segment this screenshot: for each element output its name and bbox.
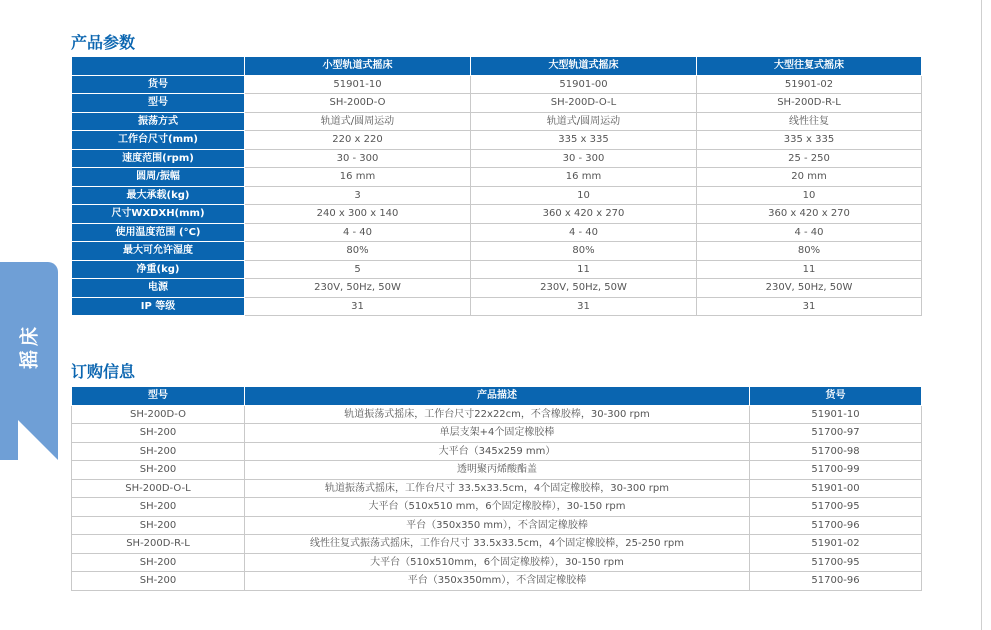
- order-model-cell: SH-200: [72, 498, 245, 517]
- order-header-row: [72, 387, 922, 406]
- order-description-cell: 大平台（510x510mm，6个固定橡胶棒），30-150 rpm: [245, 553, 750, 572]
- spec-cell: 4 - 40: [471, 223, 697, 242]
- order-catalog-number-cell: 51700-98: [750, 442, 922, 461]
- order-row: [72, 461, 922, 480]
- spec-cell: 轨道式/圆周运动: [245, 112, 471, 131]
- spec-row: [72, 242, 922, 261]
- spec-cell: 31: [471, 297, 697, 316]
- spec-cell: 轨道式/圆周运动: [471, 112, 697, 131]
- spec-header-cell: 小型轨道式摇床: [245, 57, 471, 76]
- spec-row: [72, 297, 922, 316]
- spec-cell: 51901-10: [245, 75, 471, 94]
- spec-cell: 30 - 300: [245, 149, 471, 168]
- spec-cell: 3: [245, 186, 471, 205]
- spec-cell: 线性往复: [697, 112, 922, 131]
- order-description-cell: 透明聚丙烯酸酯盖: [245, 461, 750, 480]
- order-catalog-number-cell: 51700-95: [750, 498, 922, 517]
- order-catalog-number-cell: 51901-10: [750, 405, 922, 424]
- spec-row-label: 圆周/振幅: [72, 168, 245, 187]
- spec-cell: 230V, 50Hz, 50W: [471, 279, 697, 298]
- spec-cell: SH-200D-O-L: [471, 94, 697, 113]
- spec-section-title: 产品参数: [71, 33, 136, 52]
- spec-row: [72, 112, 922, 131]
- order-catalog-number-cell: 51901-00: [750, 479, 922, 498]
- spec-header-row: [72, 57, 922, 76]
- order-description-cell: 大平台（510x510 mm，6个固定橡胶棒），30-150 rpm: [245, 498, 750, 517]
- order-header-cell: 货号: [750, 387, 922, 406]
- spec-table-body: [72, 75, 922, 316]
- order-catalog-number-cell: 51901-02: [750, 535, 922, 554]
- order-catalog-number-cell: 51700-96: [750, 572, 922, 591]
- spec-cell: SH-200D-R-L: [697, 94, 922, 113]
- order-catalog-number-cell: 51700-97: [750, 424, 922, 443]
- spec-cell: SH-200D-O: [245, 94, 471, 113]
- spec-cell: 335 x 335: [697, 131, 922, 150]
- order-model-cell: SH-200: [72, 553, 245, 572]
- spec-cell: 335 x 335: [471, 131, 697, 150]
- order-table-body: [72, 405, 922, 590]
- spec-cell: 230V, 50Hz, 50W: [245, 279, 471, 298]
- order-model-cell: SH-200D-R-L: [72, 535, 245, 554]
- order-model-cell: SH-200: [72, 516, 245, 535]
- order-description-cell: 平台（350x350mm），不含固定橡胶棒: [245, 572, 750, 591]
- spec-row-label: 使用温度范围 (°C): [72, 223, 245, 242]
- spec-row-label: 型号: [72, 94, 245, 113]
- spec-cell: 5: [245, 260, 471, 279]
- spec-row-label: 净重(kg): [72, 260, 245, 279]
- order-row: [72, 553, 922, 572]
- spec-cell: 360 x 420 x 270: [697, 205, 922, 224]
- order-row: [72, 535, 922, 554]
- spec-header-cell: [72, 57, 245, 76]
- order-header-cell: 产品描述: [245, 387, 750, 406]
- spec-header-cell: 大型往复式摇床: [697, 57, 922, 76]
- order-description-cell: 轨道振荡式摇床，工作台尺寸22x22cm，不含橡胶棒，30-300 rpm: [245, 405, 750, 424]
- spec-row: [72, 94, 922, 113]
- spec-cell: 16 mm: [471, 168, 697, 187]
- spec-cell: 220 x 220: [245, 131, 471, 150]
- spec-cell: 11: [471, 260, 697, 279]
- spec-row-label: 最大承载(kg): [72, 186, 245, 205]
- spec-row-label: 振荡方式: [72, 112, 245, 131]
- order-description-cell: 单层支架+4个固定橡胶棒: [245, 424, 750, 443]
- order-model-cell: SH-200: [72, 424, 245, 443]
- spec-row: [72, 186, 922, 205]
- spec-cell: 10: [697, 186, 922, 205]
- spec-cell: 10: [471, 186, 697, 205]
- order-catalog-number-cell: 51700-95: [750, 553, 922, 572]
- spec-row: [72, 75, 922, 94]
- order-catalog-number-cell: 51700-96: [750, 516, 922, 535]
- spec-cell: 16 mm: [245, 168, 471, 187]
- order-description-cell: 轨道振荡式摇床，工作台尺寸 33.5x33.5cm，4个固定橡胶棒，30-300 rpm: [245, 479, 750, 498]
- order-row: [72, 516, 922, 535]
- order-model-cell: SH-200: [72, 572, 245, 591]
- spec-row: [72, 205, 922, 224]
- order-model-cell: SH-200D-O: [72, 405, 245, 424]
- spec-cell: 240 x 300 x 140: [245, 205, 471, 224]
- order-description-cell: 大平台（345x259 mm）: [245, 442, 750, 461]
- spec-cell: 31: [697, 297, 922, 316]
- page-edge-rule: [981, 0, 982, 630]
- spec-cell: 80%: [471, 242, 697, 261]
- spec-cell: 360 x 420 x 270: [471, 205, 697, 224]
- side-category-label: 摇床: [18, 322, 41, 370]
- spec-row: [72, 260, 922, 279]
- order-row: [72, 498, 922, 517]
- order-description-cell: 平台（350x350 mm），不含固定橡胶棒: [245, 516, 750, 535]
- spec-cell: 230V, 50Hz, 50W: [697, 279, 922, 298]
- order-row: [72, 405, 922, 424]
- order-row: [72, 442, 922, 461]
- order-description-cell: 线性往复式振荡式摇床，工作台尺寸 33.5x33.5cm，4个固定橡胶棒，25-250 rpm: [245, 535, 750, 554]
- spec-cell: 20 mm: [697, 168, 922, 187]
- spec-cell: 31: [245, 297, 471, 316]
- spec-cell: 30 - 300: [471, 149, 697, 168]
- order-table: [71, 386, 922, 591]
- order-section-title: 订购信息: [71, 362, 136, 381]
- spec-cell: 51901-00: [471, 75, 697, 94]
- order-model-cell: SH-200: [72, 442, 245, 461]
- spec-cell: 80%: [697, 242, 922, 261]
- spec-cell: 4 - 40: [245, 223, 471, 242]
- spec-row-label: 货号: [72, 75, 245, 94]
- spec-row: [72, 131, 922, 150]
- spec-row: [72, 149, 922, 168]
- spec-row: [72, 279, 922, 298]
- spec-table: [71, 56, 922, 316]
- spec-row-label: IP 等级: [72, 297, 245, 316]
- spec-row-label: 尺寸WXDXH(mm): [72, 205, 245, 224]
- spec-cell: 51901-02: [697, 75, 922, 94]
- order-header-cell: 型号: [72, 387, 245, 406]
- spec-row-label: 电源: [72, 279, 245, 298]
- spec-cell: 4 - 40: [697, 223, 922, 242]
- spec-row-label: 速度范围(rpm): [72, 149, 245, 168]
- spec-row: [72, 223, 922, 242]
- spec-row-label: 最大可允许湿度: [72, 242, 245, 261]
- spec-row: [72, 168, 922, 187]
- spec-cell: 80%: [245, 242, 471, 261]
- order-row: [72, 424, 922, 443]
- spec-row-label: 工作台尺寸(mm): [72, 131, 245, 150]
- spec-header-cell: 大型轨道式摇床: [471, 57, 697, 76]
- order-catalog-number-cell: 51700-99: [750, 461, 922, 480]
- spec-cell: 11: [697, 260, 922, 279]
- order-model-cell: SH-200D-O-L: [72, 479, 245, 498]
- order-row: [72, 572, 922, 591]
- order-model-cell: SH-200: [72, 461, 245, 480]
- spec-cell: 25 - 250: [697, 149, 922, 168]
- order-row: [72, 479, 922, 498]
